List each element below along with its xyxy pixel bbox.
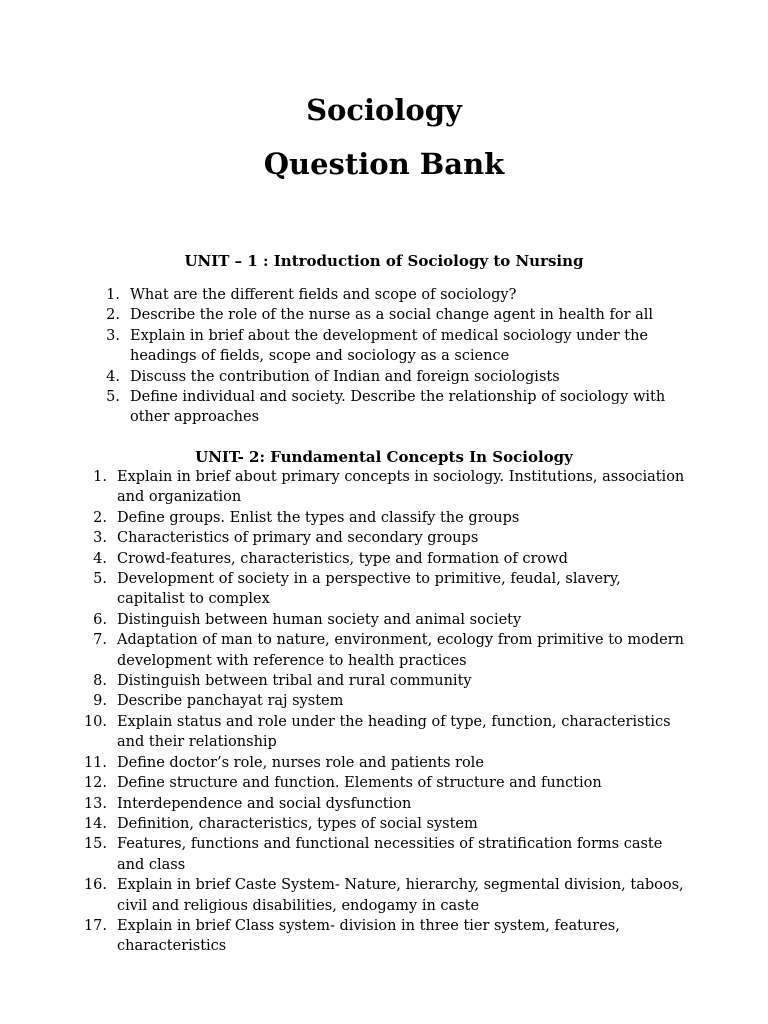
- question-text: Distinguish between human society and animal society: [117, 611, 522, 628]
- question-number: 8.: [93, 673, 107, 690]
- question-number: 16.: [83, 877, 107, 894]
- question-text: Crowd-features, characteristics, type and formation of crowd: [117, 550, 568, 567]
- unit-1-question-list: [106, 285, 690, 428]
- question-item: [83, 753, 692, 773]
- question-text: Define doctor’s role, nurses role and patients role: [117, 754, 484, 771]
- question-number: 3.: [106, 327, 120, 344]
- question-number: 2.: [93, 509, 107, 526]
- question-item: [93, 528, 692, 548]
- unit-1-heading: UNIT – 1 : Introduction of Sociology to Nursing: [184, 252, 584, 270]
- question-number: 11.: [83, 754, 107, 771]
- question-number: 6.: [93, 611, 107, 628]
- question-text: Describe panchayat raj system: [117, 693, 344, 710]
- question-number: 10.: [83, 713, 107, 730]
- question-item: [93, 610, 692, 630]
- question-number: 15.: [83, 836, 107, 853]
- question-text: What are the different fields and scope of sociology?: [130, 287, 517, 303]
- question-number: 13.: [83, 795, 107, 812]
- question-item: [93, 569, 692, 610]
- question-item: [93, 467, 692, 508]
- page-subtitle: Question Bank: [263, 147, 505, 181]
- unit-2-heading: UNIT- 2: Fundamental Concepts In Sociology: [195, 448, 573, 466]
- question-text: Explain status and role under the heading of type, function, characteristics and their relationship: [117, 713, 671, 751]
- question-item: [83, 916, 692, 957]
- question-text: Explain in brief Class system- division in three tier system, features, characteristics: [117, 917, 620, 955]
- question-text: Define individual and society. Describe the relationship of sociology with other approaches: [130, 389, 666, 426]
- question-item: [106, 387, 690, 428]
- question-item: [93, 630, 692, 671]
- question-text: Define structure and function. Elements of structure and function: [117, 775, 602, 792]
- question-number: 5.: [106, 389, 120, 406]
- question-item: [83, 712, 692, 753]
- question-number: 4.: [93, 550, 107, 567]
- question-number: 9.: [93, 693, 107, 710]
- question-number: 2.: [106, 307, 120, 324]
- question-text: Explain in brief Caste System- Nature, hierarchy, segmental division, taboos, civil and religious disabilities, endogamy in caste: [117, 877, 684, 914]
- question-item: [106, 367, 690, 387]
- question-text: Discuss the contribution of Indian and foreign sociologists: [130, 368, 560, 385]
- question-text: Features, functions and functional necessities of stratification forms caste and class: [117, 836, 663, 873]
- question-item: [83, 773, 692, 793]
- question-text: Adaptation of man to nature, environment, ecology from primitive to modern development with reference to health practices: [117, 632, 684, 669]
- question-text: Development of society in a perspective to primitive, feudal, slavery, capitalist to complex: [117, 571, 621, 608]
- question-number: 14.: [83, 815, 107, 832]
- question-item: [83, 814, 692, 834]
- question-number: 17.: [83, 917, 107, 934]
- question-text: Define groups. Enlist the types and classify the groups: [117, 509, 520, 526]
- question-number: 7.: [93, 632, 107, 649]
- question-item: [93, 691, 692, 711]
- question-number: 5.: [93, 571, 107, 588]
- question-item: [106, 305, 690, 325]
- question-item: [93, 549, 692, 569]
- page-title: Sociology: [306, 93, 462, 127]
- question-text: Definition, characteristics, types of social system: [117, 815, 478, 832]
- question-number: 12.: [83, 775, 107, 792]
- question-text: Explain in brief about primary concepts in sociology. Institutions, association and organization: [117, 469, 685, 506]
- question-item: [83, 834, 692, 875]
- question-item: [83, 875, 692, 916]
- question-item: [93, 671, 692, 691]
- question-number: 1.: [93, 469, 107, 485]
- question-item: [93, 508, 692, 528]
- question-number: 1.: [106, 287, 120, 303]
- question-item: [106, 326, 690, 367]
- question-text: Explain in brief about the development of medical sociology under the headings of fields, scope and sociology as a science: [130, 327, 648, 365]
- question-item: [106, 285, 690, 305]
- question-item: [83, 794, 692, 814]
- question-number: 4.: [106, 368, 120, 385]
- question-text: Distinguish between tribal and rural community: [117, 673, 472, 690]
- question-number: 3.: [93, 530, 107, 547]
- unit-2-question-list: [83, 467, 692, 957]
- question-text: Describe the role of the nurse as a social change agent in health for all: [130, 307, 654, 324]
- question-text: Characteristics of primary and secondary groups: [117, 530, 479, 547]
- question-text: Interdependence and social dysfunction: [117, 795, 412, 812]
